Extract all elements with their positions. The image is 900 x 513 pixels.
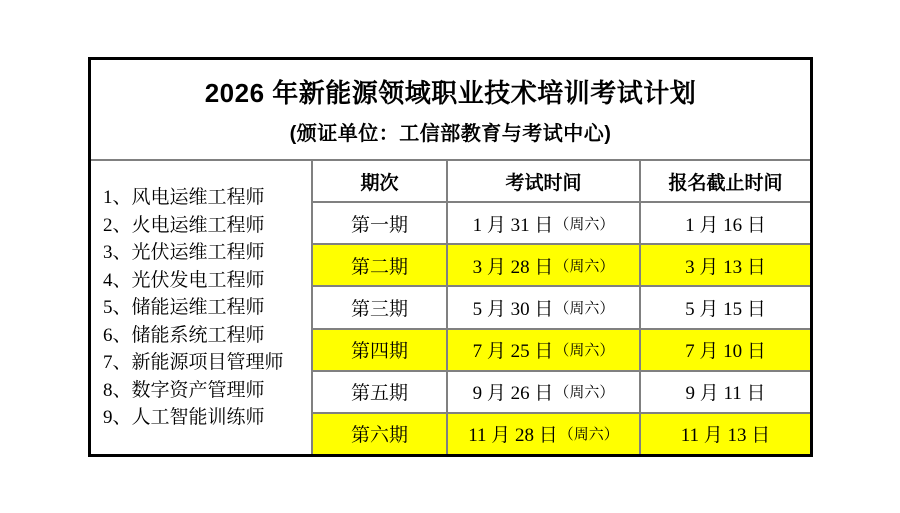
table-row — [313, 328, 810, 370]
exam-date-cell — [446, 330, 639, 370]
period-cell: 第四期 — [313, 330, 446, 370]
deadline-cell: 7 月 10 日 — [639, 330, 810, 370]
period-cell: 第六期 — [313, 414, 446, 454]
header-exam: 考试时间 — [446, 161, 639, 201]
exam-date: 5 月 30 日 — [472, 298, 554, 320]
exam-date: 9 月 26 日 — [472, 383, 554, 405]
deadline-cell: 9 月 11 日 — [639, 372, 810, 412]
exam-weekday: （周六） — [554, 343, 615, 360]
page-title: 2026 年新能源领域职业技术培训考试计划 — [204, 78, 697, 108]
exam-weekday: （周六） — [554, 385, 615, 402]
deadline-cell: 1 月 16 日 — [639, 203, 810, 243]
list-item: 8、数字资产管理师 — [103, 379, 265, 401]
exam-date-cell — [446, 287, 639, 327]
table-row — [313, 285, 810, 327]
deadline-cell: 5 月 15 日 — [639, 287, 810, 327]
period-cell: 第二期 — [313, 245, 446, 285]
exam-plan-table — [88, 57, 813, 457]
deadline-cell: 3 月 13 日 — [639, 245, 810, 285]
exam-weekday: （周六） — [554, 300, 615, 317]
header-deadline: 报名截止时间 — [639, 161, 810, 201]
exam-date-cell — [446, 372, 639, 412]
exam-date: 3 月 28 日 — [472, 256, 554, 278]
exam-date-cell — [446, 203, 639, 243]
list-item: 7、新能源项目管理师 — [103, 352, 284, 373]
period-cell: 第三期 — [350, 298, 408, 320]
table-row — [313, 412, 810, 454]
exam-weekday: （周六） — [558, 427, 619, 444]
exam-date-cell — [446, 245, 639, 285]
list-item: 9、人工智能训练师 — [103, 407, 265, 428]
deadline-cell: 11 月 13 日 — [639, 414, 810, 454]
header-period: 期次 — [360, 172, 399, 194]
period-cell: 第一期 — [350, 214, 408, 236]
table-header-row — [313, 161, 810, 201]
list-item: 1、风电运维工程师 — [103, 187, 265, 208]
exam-date: 1 月 31 日 — [472, 214, 554, 236]
period-cell: 第五期 — [350, 383, 408, 405]
list-item: 4、光伏发电工程师 — [103, 269, 265, 291]
exam-date-cell — [446, 414, 639, 454]
table-body — [91, 161, 810, 454]
page-subtitle: (颁证单位：工信部教育与考试中心) — [289, 123, 612, 145]
table-row — [313, 243, 810, 285]
schedule-grid — [313, 161, 810, 454]
list-item: 6、储能系统工程师 — [103, 324, 265, 346]
list-item: 3、光伏运维工程师 — [103, 242, 265, 263]
title-block — [91, 60, 810, 161]
list-item: 2、火电运维工程师 — [103, 214, 265, 236]
table-row — [313, 370, 810, 412]
table-row — [313, 201, 810, 243]
exam-weekday: （周六） — [554, 216, 615, 233]
profession-list — [91, 161, 313, 454]
exam-date: 7 月 25 日 — [472, 341, 554, 363]
exam-weekday: （周六） — [554, 258, 615, 275]
exam-date: 11 月 28 日 — [468, 425, 558, 447]
list-item: 5、储能运维工程师 — [103, 297, 265, 318]
